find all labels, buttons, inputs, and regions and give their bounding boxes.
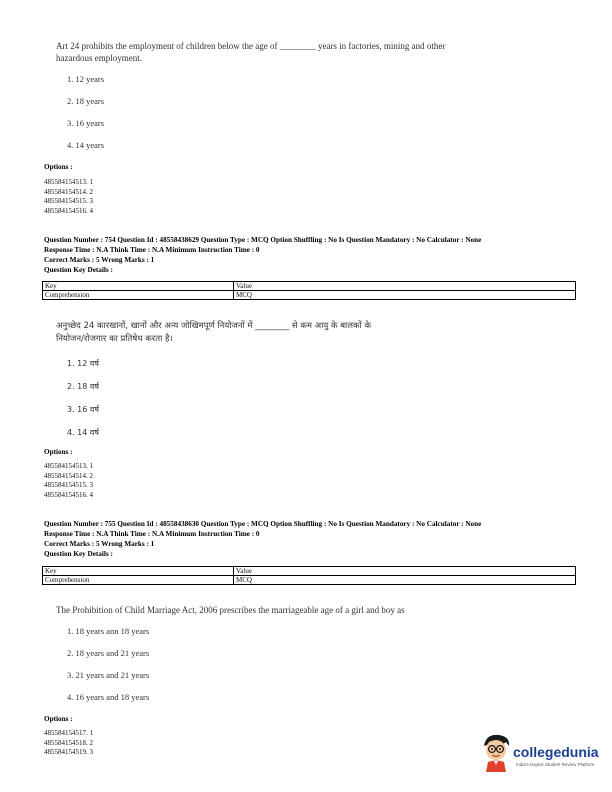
option-id-list <box>44 729 93 758</box>
option-id: 485584154516. 4 <box>44 206 93 215</box>
question-line: hazardous employment. <box>56 53 142 63</box>
key-header: Key <box>43 282 234 291</box>
option-id: 485584154514. 2 <box>44 187 93 196</box>
question-text: The Prohibition of Child Marriage Act, 2006 prescribes the marriageable age of a girl and boy as <box>56 605 405 615</box>
key-table <box>42 281 576 300</box>
option-id: 485584154516. 4 <box>44 490 93 499</box>
option-id: 485584154519. 3 <box>44 748 93 756</box>
meta-line: Response Time : N.A Think Time : N.A Minimum Instruction Time : 0 <box>44 246 260 254</box>
option-3: 3. 16 years <box>67 118 105 128</box>
question-line: अनुच्छेद 24 कारखानों, खानों और अन्य जोखिमपूर्ण नियोजनों में ________ से कम आयु के बालकों के <box>56 321 371 331</box>
question-meta <box>44 519 481 559</box>
meta-line: Correct Marks : 5 Wrong Marks : 1 <box>44 540 155 548</box>
option-id: 485584154518. 2 <box>44 738 93 747</box>
option-id: 485584154515. 3 <box>44 481 93 489</box>
value-cell: MCQ <box>234 291 576 300</box>
option-2: 2. 18 years and 21 years <box>67 648 150 658</box>
option-id-list <box>44 178 93 216</box>
option-2: 2. 18 years <box>67 96 105 106</box>
options-label: Options : <box>44 163 73 171</box>
meta-line: Response Time : N.A Think Time : N.A Minimum Instruction Time : 0 <box>44 530 260 538</box>
question-line: Art 24 prohibits the employment of children below the age of ________ years in factories, mining and other <box>56 41 446 51</box>
meta-line: Question Key Details : <box>44 550 113 558</box>
question-text <box>56 40 445 64</box>
option-id: 485584154515. 3 <box>44 197 93 205</box>
options-label: Options : <box>44 448 73 456</box>
key-table <box>42 566 576 585</box>
value-header: Value <box>234 282 576 291</box>
option-4: 4. 14 वर्ष <box>67 428 99 437</box>
option-id: 485584154517. 1 <box>44 729 93 737</box>
option-id-list <box>44 462 93 500</box>
option-4: 4. 16 years and 18 years <box>67 692 150 702</box>
meta-line: Correct Marks : 5 Wrong Marks : 1 <box>44 256 155 264</box>
value-cell: MCQ <box>234 576 576 585</box>
key-header: Key <box>43 567 234 576</box>
question-text-hindi <box>56 320 371 346</box>
option-id: 485584154514. 2 <box>44 471 93 480</box>
mascot-icon <box>478 732 514 772</box>
brand-tagline: India's largest Student Review Platform <box>516 762 595 767</box>
option-4: 4. 14 years <box>67 140 105 150</box>
option-3: 3. 16 वर्ष <box>67 405 99 414</box>
brand-name: collegedunia <box>513 744 599 760</box>
value-header: Value <box>234 567 576 576</box>
question-line: नियोजन/रोजगार का प्रतिषेध करता है। <box>56 334 173 344</box>
meta-line: Question Key Details : <box>44 266 113 274</box>
meta-line: Question Number : 755 Question Id : 48558438630 Question Type : MCQ Option Shuffling : No Is Question Mandatory : No Calculator : None <box>44 520 482 528</box>
option-id: 485584154513. 1 <box>44 462 93 470</box>
meta-line: Question Number : 754 Question Id : 48558438629 Question Type : MCQ Option Shuffling : No Is Question Mandatory : No Calculator : None <box>44 236 482 244</box>
option-1: 1. 18 years ann 18 years <box>67 626 150 636</box>
option-id: 485584154513. 1 <box>44 178 93 186</box>
key-cell: Comprehension <box>43 291 234 300</box>
option-1: 1. 12 years <box>67 74 105 84</box>
option-3: 3. 21 years and 21 years <box>67 670 150 680</box>
question-meta <box>44 235 481 275</box>
key-cell: Comprehension <box>43 576 234 585</box>
options-label: Options : <box>44 715 73 723</box>
option-2: 2. 18 वर्ष <box>67 382 99 391</box>
option-1: 1. 12 वर्ष <box>67 359 99 368</box>
